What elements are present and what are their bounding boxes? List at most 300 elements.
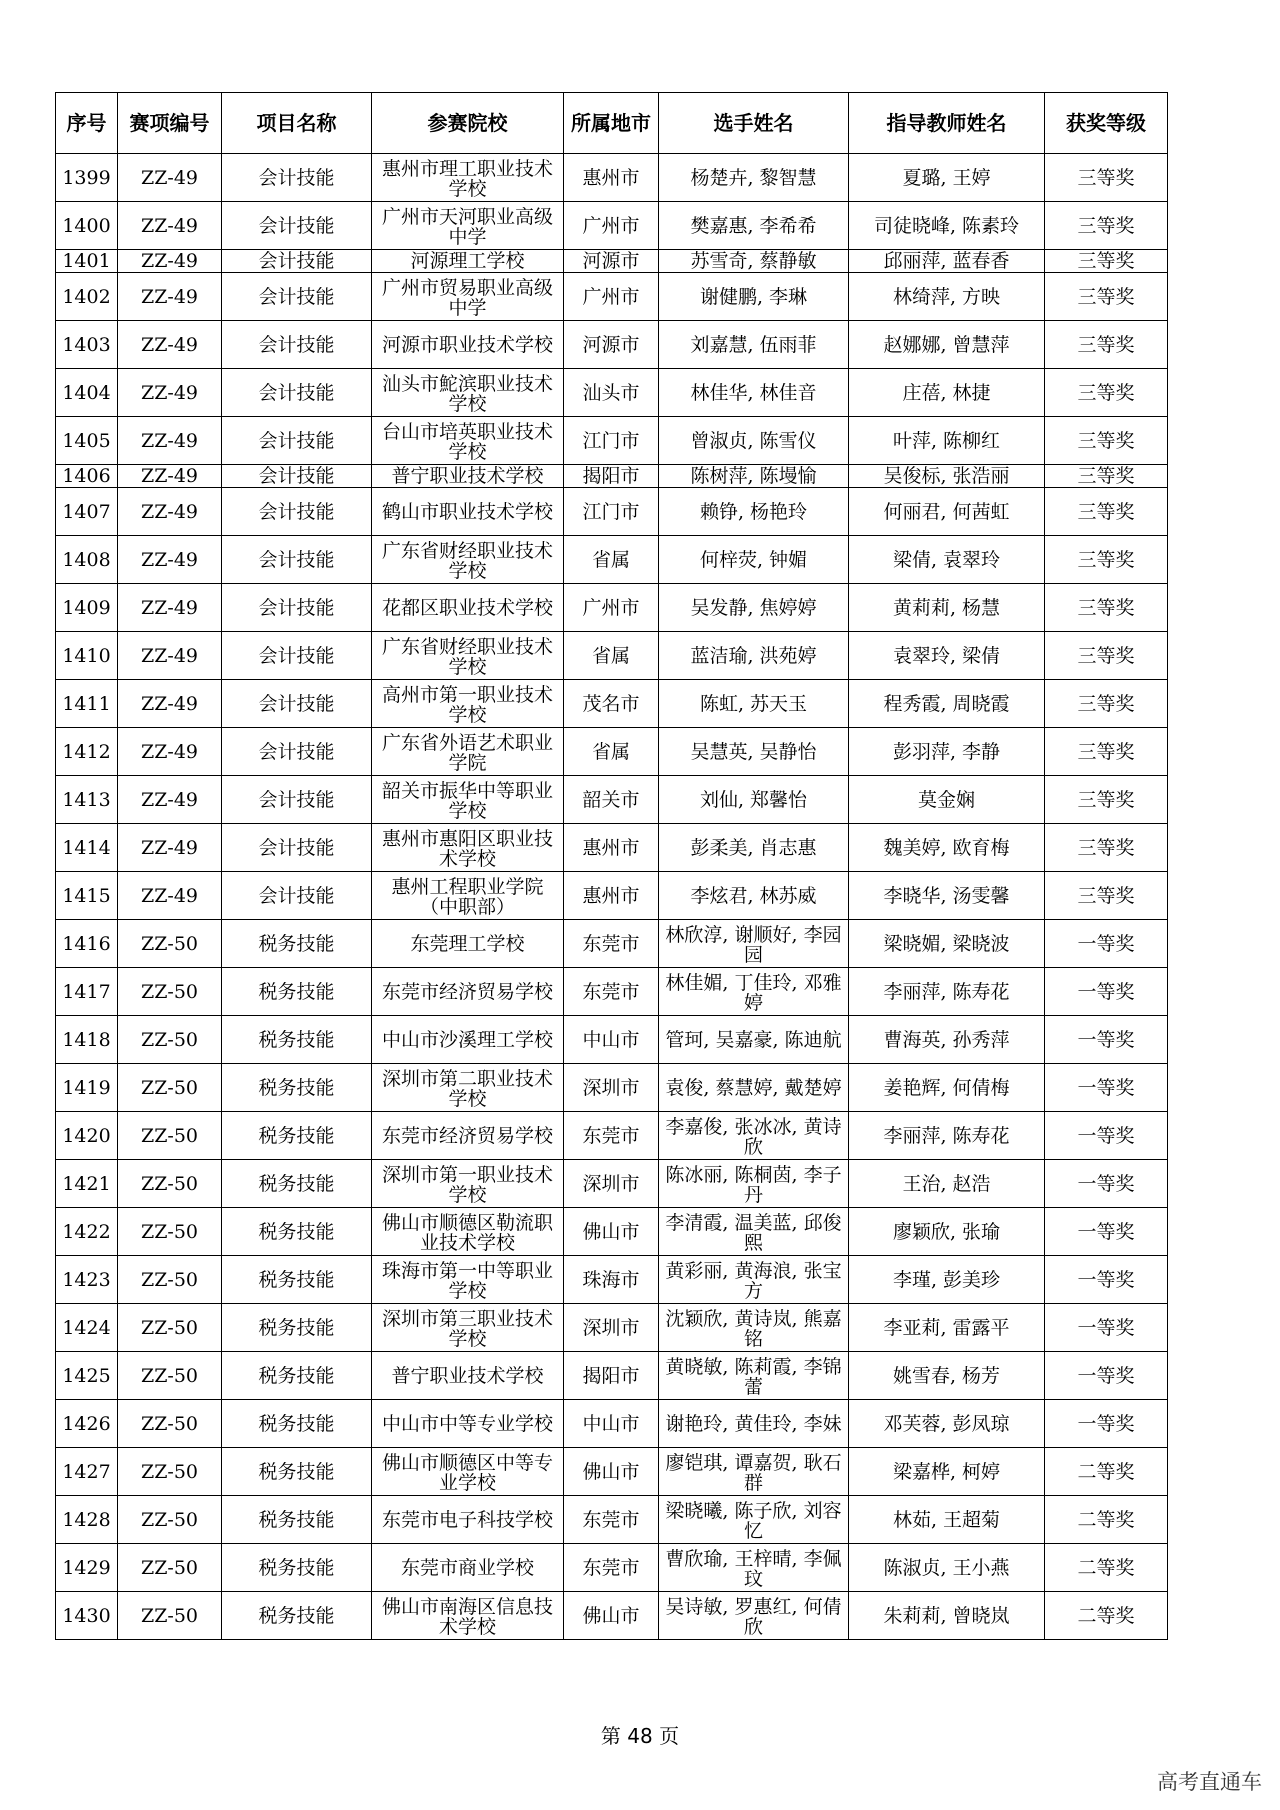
cell-serial-no-text: 1414 — [62, 837, 111, 858]
cell-city-text: 揭阳市 — [582, 1365, 640, 1386]
cell-serial-no-text: 1426 — [62, 1413, 111, 1434]
table-row — [56, 250, 1168, 273]
cell-students — [659, 250, 849, 273]
cell-students — [659, 920, 849, 968]
cell-school-text: 东莞理工学校 — [410, 933, 525, 954]
cell-serial-no-text: 1404 — [62, 382, 111, 403]
cell-teachers-text: 叶萍, 陈柳红 — [892, 430, 1001, 451]
cell-award — [1045, 273, 1168, 321]
cell-event-name — [222, 273, 372, 321]
cell-award — [1045, 250, 1168, 273]
cell-students — [659, 1304, 849, 1352]
cell-event-code — [118, 1064, 222, 1112]
cell-event-name — [222, 584, 372, 632]
cell-school-text: 佛山市顺德区中等专业学校 — [381, 1452, 553, 1491]
cell-event-code — [118, 1208, 222, 1256]
cell-event-name — [222, 1112, 372, 1160]
cell-school — [372, 632, 564, 680]
cell-award — [1045, 632, 1168, 680]
cell-serial-no — [56, 250, 118, 273]
cell-serial-no-text: 1424 — [62, 1317, 111, 1338]
table-row — [56, 465, 1168, 488]
cell-city — [564, 321, 659, 369]
cell-event-code — [118, 1496, 222, 1544]
cell-students — [659, 369, 849, 417]
cell-serial-no — [56, 968, 118, 1016]
cell-event-name — [222, 1256, 372, 1304]
cell-teachers — [849, 1208, 1045, 1256]
cell-students — [659, 968, 849, 1016]
cell-city-text: 省属 — [591, 549, 630, 570]
cell-award-text: 二等奖 — [1077, 1509, 1135, 1530]
table-row — [56, 920, 1168, 968]
cell-award — [1045, 1400, 1168, 1448]
cell-serial-no-text: 1416 — [62, 933, 111, 954]
cell-students-text: 曾淑贞, 陈雪仪 — [690, 430, 817, 451]
cell-award-text: 二等奖 — [1077, 1461, 1135, 1482]
cell-award-text: 三等奖 — [1077, 251, 1135, 271]
cell-city — [564, 632, 659, 680]
table-row — [56, 1544, 1168, 1592]
cell-serial-no-text: 1428 — [62, 1509, 111, 1530]
cell-serial-no-text: 1421 — [62, 1173, 111, 1194]
cell-teachers — [849, 1304, 1045, 1352]
table-row — [56, 680, 1168, 728]
cell-award — [1045, 202, 1168, 250]
cell-teachers — [849, 1160, 1045, 1208]
cell-city-text: 广州市 — [582, 215, 640, 236]
cell-teachers-text: 王治, 赵浩 — [902, 1173, 991, 1194]
cell-school-text: 深圳市第一职业技术学校 — [381, 1164, 553, 1203]
cell-students-text: 刘仙, 郑馨怡 — [699, 789, 808, 810]
cell-event-name — [222, 1304, 372, 1352]
cell-teachers-text: 林绮萍, 方映 — [892, 286, 1001, 307]
cell-city-text: 佛山市 — [582, 1221, 640, 1242]
table-row — [56, 321, 1168, 369]
cell-teachers-text: 司徒晓峰, 陈素玲 — [873, 215, 1020, 236]
cell-school — [372, 968, 564, 1016]
cell-event-code — [118, 273, 222, 321]
cell-school — [372, 1304, 564, 1352]
cell-event-code-text: ZZ-50 — [141, 1557, 198, 1578]
table-row — [56, 154, 1168, 202]
cell-event-code-text: ZZ-49 — [141, 466, 198, 486]
cell-event-name — [222, 154, 372, 202]
header-city: 所属地市 — [564, 93, 659, 154]
cell-teachers — [849, 680, 1045, 728]
cell-event-code-text: ZZ-49 — [141, 549, 198, 570]
cell-city-text: 茂名市 — [582, 693, 640, 714]
cell-teachers — [849, 1112, 1045, 1160]
table-row — [56, 872, 1168, 920]
cell-city-text: 东莞市 — [582, 933, 640, 954]
cell-award-text: 一等奖 — [1077, 1125, 1135, 1146]
cell-city-text: 中山市 — [582, 1413, 640, 1434]
cell-students-text: 陈树萍, 陈墁愉 — [690, 466, 817, 486]
cell-students — [659, 1112, 849, 1160]
cell-students — [659, 1544, 849, 1592]
cell-teachers — [849, 273, 1045, 321]
cell-serial-no — [56, 1592, 118, 1640]
cell-award-text: 三等奖 — [1077, 167, 1135, 188]
cell-event-name-text: 会计技能 — [258, 382, 335, 403]
cell-event-name — [222, 632, 372, 680]
header-code: 赛项编号 — [118, 93, 222, 154]
cell-city — [564, 1208, 659, 1256]
cell-teachers — [849, 776, 1045, 824]
cell-city-text: 东莞市 — [582, 1509, 640, 1530]
cell-students-text: 林欣淳, 谢顺好, 李园园 — [665, 924, 842, 963]
cell-city — [564, 1112, 659, 1160]
cell-city-text: 省属 — [591, 645, 630, 666]
cell-event-code-text: ZZ-49 — [141, 885, 198, 906]
cell-event-name-text: 会计技能 — [258, 693, 335, 714]
cell-school — [372, 250, 564, 273]
cell-event-name-text: 会计技能 — [258, 501, 335, 522]
cell-serial-no — [56, 872, 118, 920]
cell-event-code — [118, 584, 222, 632]
cell-serial-no-text: 1423 — [62, 1269, 111, 1290]
cell-event-name — [222, 1544, 372, 1592]
cell-teachers — [849, 632, 1045, 680]
cell-school-text: 普宁职业技术学校 — [391, 1365, 544, 1386]
cell-teachers — [849, 1592, 1045, 1640]
cell-students-text: 陈冰丽, 陈桐茵, 李子丹 — [665, 1164, 842, 1203]
cell-students-text: 黄晓敏, 陈莉霞, 李锦蕾 — [665, 1356, 842, 1395]
cell-students — [659, 872, 849, 920]
cell-school — [372, 1256, 564, 1304]
cell-event-code — [118, 1592, 222, 1640]
cell-school — [372, 417, 564, 465]
page-number: 第 48 页 — [600, 1724, 680, 1748]
cell-students-text: 谢健鹏, 李琳 — [699, 286, 808, 307]
cell-serial-no — [56, 1304, 118, 1352]
cell-event-name-text: 税务技能 — [258, 1461, 335, 1482]
cell-serial-no — [56, 1112, 118, 1160]
cell-students — [659, 1064, 849, 1112]
cell-city-text: 惠州市 — [582, 885, 640, 906]
cell-serial-no — [56, 1448, 118, 1496]
cell-students-text: 吴慧英, 吴静怡 — [690, 741, 817, 762]
cell-teachers-text: 李亚莉, 雷露平 — [883, 1317, 1010, 1338]
cell-event-name-text: 税务技能 — [258, 1317, 335, 1338]
cell-event-name-text: 会计技能 — [258, 549, 335, 570]
cell-teachers — [849, 202, 1045, 250]
cell-award — [1045, 417, 1168, 465]
cell-serial-no-text: 1410 — [62, 645, 111, 666]
cell-city — [564, 872, 659, 920]
cell-city — [564, 728, 659, 776]
cell-event-name-text: 税务技能 — [258, 1413, 335, 1434]
cell-school-text: 惠州市惠阳区职业技术学校 — [381, 828, 553, 867]
cell-award-text: 三等奖 — [1077, 693, 1135, 714]
cell-event-name — [222, 536, 372, 584]
cell-teachers-text: 李丽萍, 陈寿花 — [883, 981, 1010, 1002]
cell-serial-no-text: 1413 — [62, 789, 111, 810]
cell-event-code-text: ZZ-49 — [141, 789, 198, 810]
cell-students-text: 蓝洁瑜, 洪苑婷 — [690, 645, 817, 666]
cell-event-name-text: 会计技能 — [258, 789, 335, 810]
cell-students-text: 苏雪奇, 蔡静敏 — [690, 251, 817, 271]
cell-event-name — [222, 488, 372, 536]
cell-serial-no — [56, 1064, 118, 1112]
cell-event-code — [118, 1304, 222, 1352]
table-row — [56, 1112, 1168, 1160]
cell-event-name-text: 税务技能 — [258, 1605, 335, 1626]
cell-event-code-text: ZZ-50 — [141, 933, 198, 954]
cell-city — [564, 1352, 659, 1400]
cell-event-name-text: 税务技能 — [258, 981, 335, 1002]
cell-city — [564, 968, 659, 1016]
table-row — [56, 536, 1168, 584]
cell-school-text: 东莞市经济贸易学校 — [381, 1125, 553, 1146]
cell-award — [1045, 1592, 1168, 1640]
cell-event-code — [118, 1448, 222, 1496]
cell-city — [564, 1544, 659, 1592]
cell-event-name-text: 会计技能 — [258, 837, 335, 858]
cell-serial-no — [56, 273, 118, 321]
cell-teachers — [849, 1064, 1045, 1112]
cell-students-text: 谢艳玲, 黄佳玲, 李妹 — [665, 1413, 842, 1434]
cell-serial-no-text: 1415 — [62, 885, 111, 906]
cell-students-text: 李嘉俊, 张冰冰, 黄诗欣 — [665, 1116, 842, 1155]
cell-award — [1045, 1064, 1168, 1112]
cell-students — [659, 632, 849, 680]
cell-event-code-text: ZZ-49 — [141, 382, 198, 403]
cell-serial-no-text: 1425 — [62, 1365, 111, 1386]
cell-school — [372, 154, 564, 202]
cell-school-text: 广州市天河职业高级中学 — [381, 206, 553, 245]
header-teachers: 指导教师姓名 — [849, 93, 1045, 154]
cell-event-name-text: 税务技能 — [258, 933, 335, 954]
cell-event-code-text: ZZ-50 — [141, 1125, 198, 1146]
cell-city — [564, 369, 659, 417]
cell-teachers-text: 梁晓媚, 梁晓波 — [883, 933, 1010, 954]
cell-school-text: 广州市贸易职业高级中学 — [381, 277, 553, 316]
cell-school-text: 佛山市顺德区勒流职业技术学校 — [381, 1212, 553, 1251]
cell-teachers — [849, 465, 1045, 488]
cell-event-name — [222, 369, 372, 417]
cell-school-text: 广东省财经职业技术学校 — [381, 540, 553, 579]
cell-serial-no — [56, 824, 118, 872]
cell-city-text: 韶关市 — [582, 789, 640, 810]
cell-serial-no — [56, 1160, 118, 1208]
cell-serial-no-text: 1417 — [62, 981, 111, 1002]
cell-teachers-text: 姜艳辉, 何倩梅 — [883, 1077, 1010, 1098]
cell-teachers — [849, 584, 1045, 632]
cell-award — [1045, 920, 1168, 968]
cell-event-code — [118, 1112, 222, 1160]
cell-school — [372, 273, 564, 321]
cell-serial-no — [56, 584, 118, 632]
cell-teachers — [849, 250, 1045, 273]
table-row — [56, 1400, 1168, 1448]
cell-students — [659, 1208, 849, 1256]
cell-city-text: 东莞市 — [582, 981, 640, 1002]
cell-school — [372, 1160, 564, 1208]
cell-students-text: 林佳华, 林佳音 — [690, 382, 817, 403]
cell-students-text: 廖铠琪, 谭嘉贺, 耿石群 — [665, 1452, 842, 1491]
watermark: 高考直通车 — [1157, 1770, 1262, 1794]
cell-serial-no — [56, 632, 118, 680]
cell-award-text: 三等奖 — [1077, 549, 1135, 570]
cell-event-code-text: ZZ-49 — [141, 741, 198, 762]
cell-event-name — [222, 1496, 372, 1544]
cell-event-name — [222, 1352, 372, 1400]
cell-event-code-text: ZZ-50 — [141, 981, 198, 1002]
cell-serial-no — [56, 488, 118, 536]
cell-teachers-text: 何丽君, 何茜虹 — [883, 501, 1010, 522]
cell-award — [1045, 154, 1168, 202]
cell-event-name — [222, 1400, 372, 1448]
cell-event-code-text: ZZ-49 — [141, 501, 198, 522]
cell-students — [659, 273, 849, 321]
cell-students-text: 李清霞, 温美蓝, 邱俊熙 — [665, 1212, 842, 1251]
cell-event-name-text: 会计技能 — [258, 334, 335, 355]
cell-city-text: 揭阳市 — [582, 466, 640, 486]
cell-event-name-text: 会计技能 — [258, 597, 335, 618]
cell-event-code — [118, 369, 222, 417]
cell-teachers — [849, 728, 1045, 776]
cell-teachers — [849, 488, 1045, 536]
cell-teachers — [849, 1544, 1045, 1592]
cell-city-text: 汕头市 — [582, 382, 640, 403]
cell-teachers-text: 李晓华, 汤雯馨 — [883, 885, 1010, 906]
cell-students — [659, 488, 849, 536]
cell-city — [564, 273, 659, 321]
cell-award-text: 三等奖 — [1077, 430, 1135, 451]
cell-teachers-text: 朱莉莉, 曾晓岚 — [883, 1605, 1010, 1626]
cell-teachers — [849, 824, 1045, 872]
cell-event-name — [222, 1160, 372, 1208]
cell-award — [1045, 321, 1168, 369]
cell-serial-no — [56, 776, 118, 824]
cell-serial-no — [56, 1400, 118, 1448]
cell-award-text: 二等奖 — [1077, 1605, 1135, 1626]
cell-event-code-text: ZZ-50 — [141, 1509, 198, 1530]
cell-school — [372, 536, 564, 584]
cell-city — [564, 1064, 659, 1112]
cell-school-text: 东莞市电子科技学校 — [381, 1509, 553, 1530]
cell-event-name-text: 税务技能 — [258, 1077, 335, 1098]
cell-students — [659, 154, 849, 202]
cell-school-text: 高州市第一职业技术学校 — [381, 684, 553, 723]
cell-serial-no — [56, 1544, 118, 1592]
cell-school — [372, 488, 564, 536]
cell-serial-no-text: 1408 — [62, 549, 111, 570]
cell-event-code-text: ZZ-50 — [141, 1173, 198, 1194]
cell-event-name — [222, 202, 372, 250]
cell-students-text: 樊嘉惠, 李希希 — [690, 215, 817, 236]
table-row — [56, 1160, 1168, 1208]
cell-event-code-text: ZZ-49 — [141, 693, 198, 714]
cell-students — [659, 1448, 849, 1496]
cell-serial-no-text: 1419 — [62, 1077, 111, 1098]
cell-event-name-text: 会计技能 — [258, 251, 335, 271]
cell-students-text: 林佳媚, 丁佳玲, 邓雅婷 — [665, 972, 842, 1011]
cell-school-text: 韶关市振华中等职业学校 — [381, 780, 553, 819]
cell-city-text: 江门市 — [582, 501, 640, 522]
cell-event-name-text: 税务技能 — [258, 1221, 335, 1242]
cell-serial-no-text: 1420 — [62, 1125, 111, 1146]
cell-students — [659, 824, 849, 872]
cell-students-text: 杨楚卉, 黎智慧 — [690, 167, 817, 188]
cell-school-text: 汕头市鮀滨职业技术学校 — [381, 373, 553, 412]
cell-city — [564, 1448, 659, 1496]
cell-award-text: 三等奖 — [1077, 789, 1135, 810]
cell-city-text: 惠州市 — [582, 837, 640, 858]
cell-serial-no — [56, 202, 118, 250]
cell-event-name — [222, 1064, 372, 1112]
cell-teachers-text: 莫金娴 — [917, 789, 975, 810]
cell-students — [659, 417, 849, 465]
cell-event-name — [222, 824, 372, 872]
cell-teachers-text: 廖颖欣, 张瑜 — [892, 1221, 1001, 1242]
cell-city-text: 深圳市 — [582, 1173, 640, 1194]
cell-teachers — [849, 321, 1045, 369]
cell-award — [1045, 584, 1168, 632]
cell-serial-no — [56, 536, 118, 584]
cell-students-text: 刘嘉慧, 伍雨菲 — [690, 334, 817, 355]
cell-students-text: 袁俊, 蔡慧婷, 戴楚婷 — [665, 1077, 842, 1098]
cell-school — [372, 321, 564, 369]
cell-event-code — [118, 728, 222, 776]
cell-award-text: 三等奖 — [1077, 597, 1135, 618]
cell-city-text: 深圳市 — [582, 1077, 640, 1098]
cell-students — [659, 1016, 849, 1064]
cell-award — [1045, 776, 1168, 824]
table-row — [56, 369, 1168, 417]
cell-award — [1045, 465, 1168, 488]
cell-event-code — [118, 536, 222, 584]
cell-school — [372, 1208, 564, 1256]
cell-event-name — [222, 968, 372, 1016]
cell-event-name-text: 会计技能 — [258, 885, 335, 906]
cell-teachers — [849, 417, 1045, 465]
cell-serial-no-text: 1422 — [62, 1221, 111, 1242]
cell-teachers-text: 赵娜娜, 曾慧萍 — [883, 334, 1010, 355]
cell-teachers — [849, 1496, 1045, 1544]
cell-school — [372, 1400, 564, 1448]
cell-city — [564, 1016, 659, 1064]
cell-school — [372, 1544, 564, 1592]
cell-school — [372, 824, 564, 872]
cell-event-code — [118, 776, 222, 824]
cell-school-text: 花都区职业技术学校 — [381, 597, 553, 618]
cell-event-code-text: ZZ-50 — [141, 1317, 198, 1338]
cell-teachers — [849, 968, 1045, 1016]
cell-event-name-text: 会计技能 — [258, 167, 335, 188]
table-row — [56, 1208, 1168, 1256]
cell-city-text: 东莞市 — [582, 1557, 640, 1578]
cell-school — [372, 920, 564, 968]
cell-serial-no-text: 1411 — [62, 693, 111, 714]
cell-serial-no — [56, 1208, 118, 1256]
cell-teachers-text: 邓芙蓉, 彭凤琼 — [883, 1413, 1010, 1434]
cell-award — [1045, 728, 1168, 776]
header-event: 项目名称 — [222, 93, 372, 154]
cell-city — [564, 1400, 659, 1448]
cell-teachers-text: 梁倩, 袁翠玲 — [892, 549, 1001, 570]
table-row — [56, 202, 1168, 250]
cell-teachers-text: 邱丽萍, 蓝春香 — [883, 251, 1010, 271]
cell-event-code — [118, 465, 222, 488]
cell-students — [659, 1496, 849, 1544]
cell-school — [372, 680, 564, 728]
cell-event-name-text: 会计技能 — [258, 430, 335, 451]
cell-event-code — [118, 321, 222, 369]
cell-serial-no — [56, 920, 118, 968]
